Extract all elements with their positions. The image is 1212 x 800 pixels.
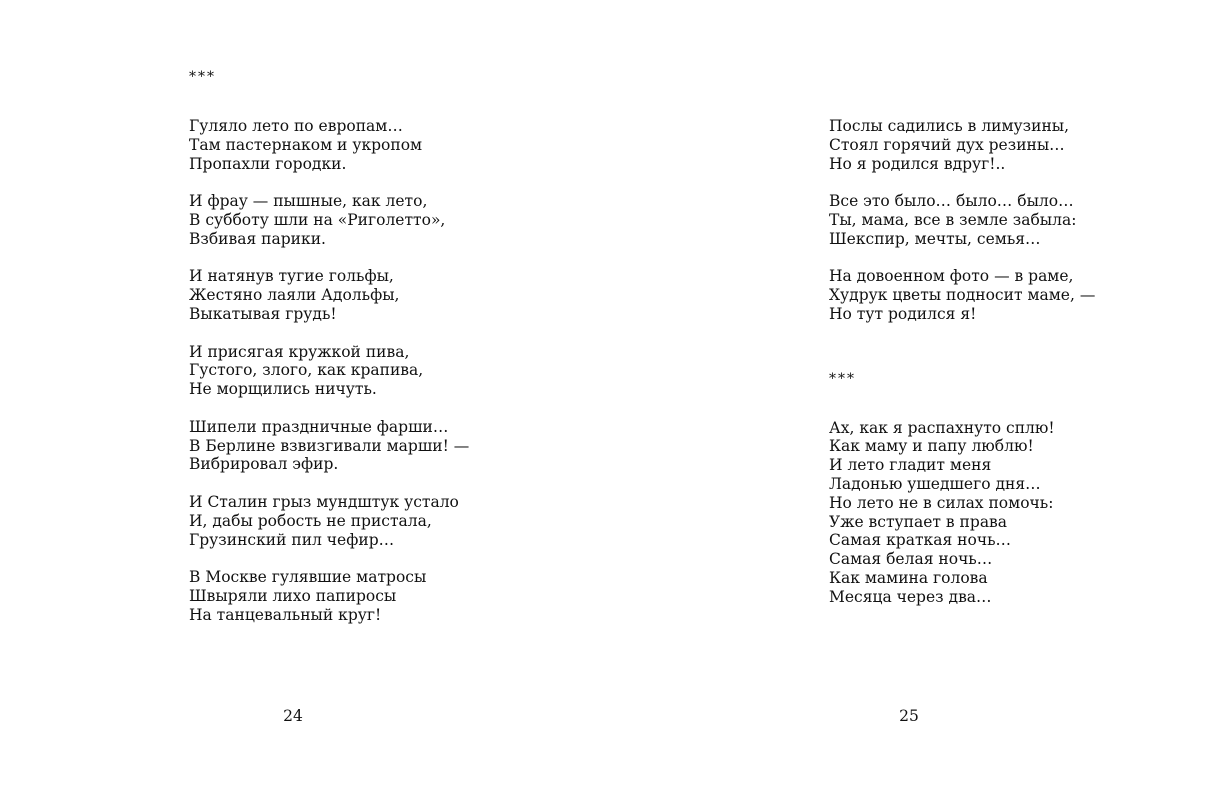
verse-line: Как маму и папу люблю!	[829, 437, 1034, 456]
verse-line: Но тут родился я!	[829, 304, 977, 323]
verse-line: Не морщились ничуть.	[189, 380, 377, 399]
verse-line: И натянув тугие гольфы,	[189, 267, 394, 286]
page-number: 25	[899, 707, 919, 725]
stanza	[189, 343, 589, 399]
page-number: 24	[283, 707, 303, 725]
verse-line: Гуляло лето по европам…	[189, 117, 403, 135]
verse-line: И фрау — пышные, как лето,	[189, 192, 428, 211]
verse-line: Шипели праздничные фарши…	[189, 417, 449, 436]
left-poem	[189, 68, 589, 643]
poem-gap	[829, 343, 1199, 370]
verse-line: На довоенном фото — в раме,	[829, 267, 1074, 286]
verse-line: Шекспир, мечты, семья…	[829, 229, 1041, 248]
stanza	[829, 419, 1199, 607]
verse-line: Все это было… было… было…	[829, 192, 1074, 211]
right-poems	[829, 68, 1199, 625]
verse-line: Послы садились в лимузины,	[829, 117, 1070, 135]
verse-line: И лето гладит меня	[829, 456, 992, 475]
stanza	[829, 267, 1199, 323]
verse-line: В субботу шли на «Риголетто»,	[189, 210, 446, 229]
verse-line: Ах, как я распахнуто сплю!	[829, 418, 1055, 437]
poem-separator: ***	[189, 69, 216, 85]
verse-line: Выкатывая грудь!	[189, 304, 337, 323]
stanza	[189, 418, 589, 474]
verse-line: Месяца через два…	[829, 587, 992, 606]
verse-line: Ладонью ушедшего дня…	[829, 474, 1041, 493]
verse-line: Как мамина голова	[829, 568, 988, 587]
stanza	[189, 117, 589, 173]
verse-line: И Сталин грыз мундштук устало	[189, 492, 459, 511]
verse-line: Но лето не в силах помочь:	[829, 493, 1054, 512]
verse-line: На танцевальный круг!	[189, 605, 382, 624]
verse-line: И, дабы робость не пристала,	[189, 511, 432, 530]
poem-separator: ***	[829, 370, 856, 387]
stanza	[189, 568, 589, 624]
verse-line: В Москве гулявшие матросы	[189, 568, 427, 587]
verse-line: Стоял горячий дух резины…	[829, 135, 1065, 154]
verse-line: Ты, мама, все в земле забыла:	[829, 210, 1077, 229]
verse-line: Взбивая парики.	[189, 229, 326, 248]
stanza	[829, 117, 1199, 173]
verse-line: Пропахли городки.	[189, 154, 347, 173]
verse-line: В Берлине взвизгивали марши! —	[189, 436, 470, 455]
verse-line: Но я родился вдруг!..	[829, 154, 1006, 173]
stanza	[189, 192, 589, 248]
verse-line: Швыряли лихо папиросы	[189, 586, 397, 605]
verse-line: Густого, злого, как крапива,	[189, 361, 424, 380]
verse-line: Уже вступает в права	[829, 512, 1008, 531]
verse-line: Грузинский пил чефир…	[189, 530, 395, 549]
verse-line: Худрук цветы подносит маме, —	[829, 286, 1096, 305]
verse-line: Жестяно лаяли Адольфы,	[189, 286, 400, 305]
verse-line: И присягая кружкой пива,	[189, 342, 410, 361]
stanza	[829, 192, 1199, 248]
right-page	[606, 0, 1212, 800]
verse-line: Самая белая ночь…	[829, 550, 993, 569]
stanza	[189, 267, 589, 323]
stanza	[189, 493, 589, 549]
verse-line: Там пастернаком и укропом	[189, 135, 423, 154]
verse-line: Вибрировал эфир.	[189, 455, 339, 474]
verse-line: Самая краткая ночь…	[829, 531, 1012, 550]
